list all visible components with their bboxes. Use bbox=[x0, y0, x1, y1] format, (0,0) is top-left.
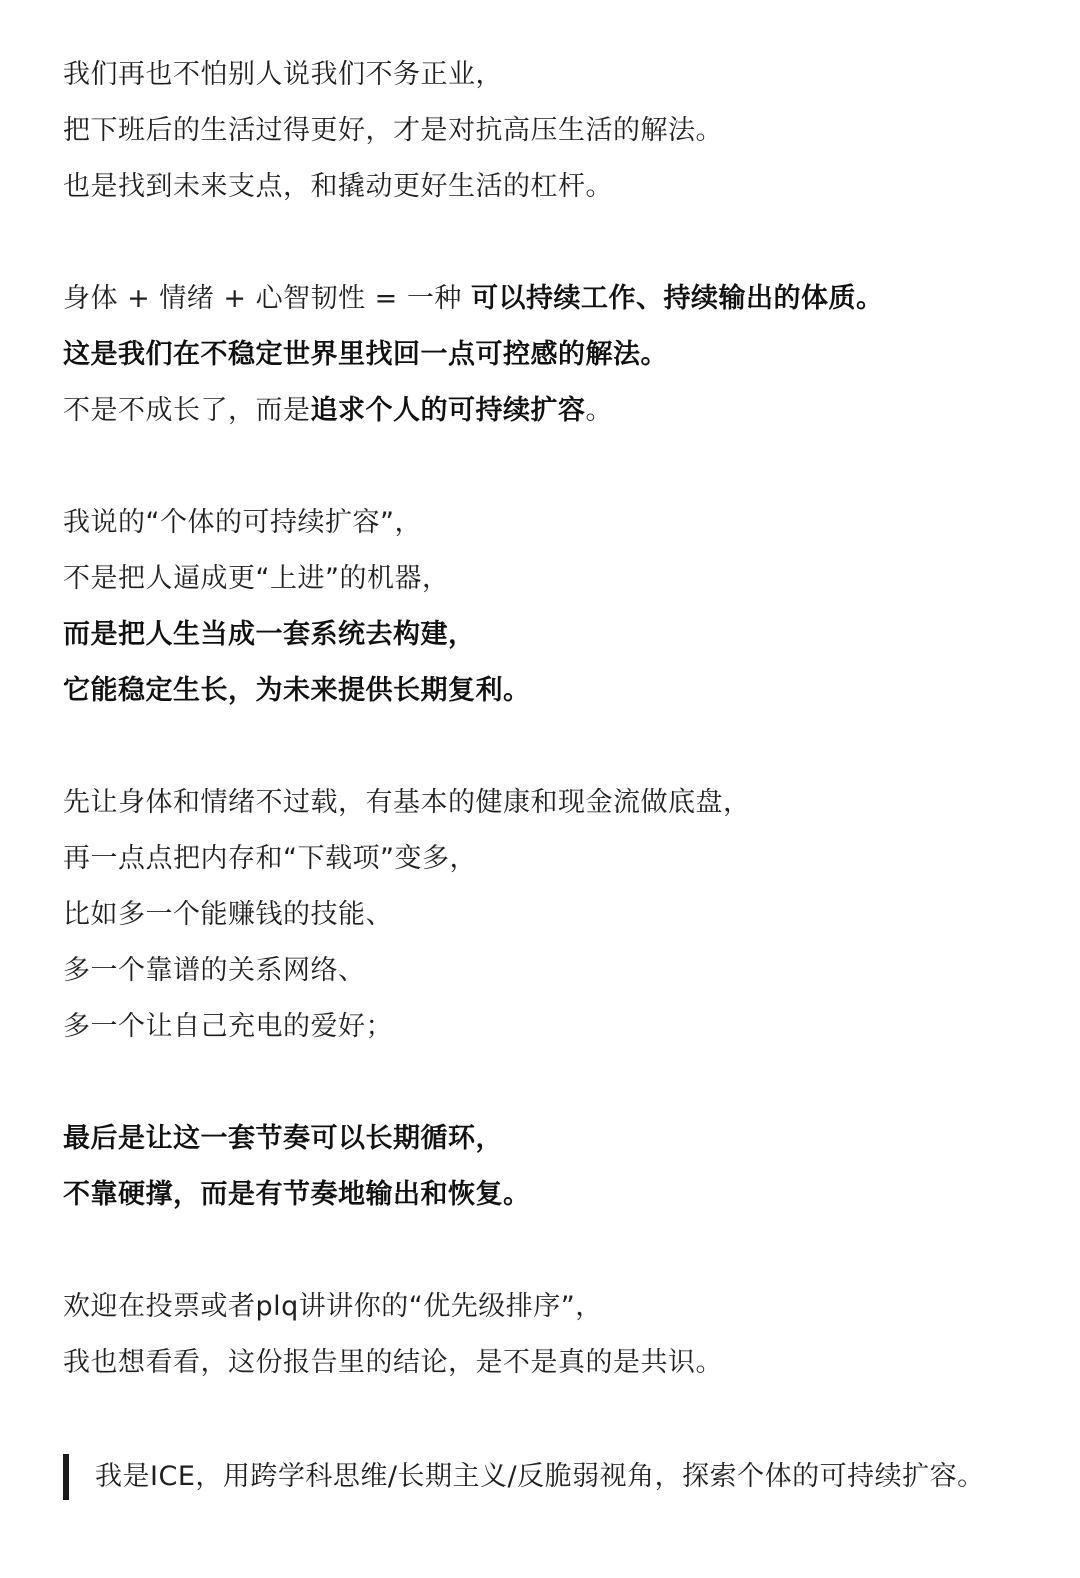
text-segment: 再一点点把内存和“下载项”变多， bbox=[63, 843, 477, 874]
text-segment: 多一个让自己充电的爱好； bbox=[63, 1011, 393, 1042]
text-segment: 不是不成长了，而是 bbox=[63, 395, 311, 426]
text-segment: 欢迎在投票或者plq讲讲你的“优先级排序”， bbox=[63, 1291, 603, 1322]
text-line bbox=[63, 159, 1040, 215]
text-line bbox=[63, 1167, 1040, 1223]
text-line bbox=[63, 1279, 1040, 1335]
text-line bbox=[63, 887, 1040, 943]
text-segment: 先让身体和情绪不过载，有基本的健康和现金流做底盘， bbox=[63, 787, 751, 818]
bold-text-segment: 不靠硬撑，而是有节奏地输出和恢复。 bbox=[63, 1179, 531, 1210]
text-line bbox=[63, 1335, 1040, 1391]
text-segment: 。 bbox=[585, 395, 613, 426]
text-line bbox=[63, 1111, 1040, 1167]
text-line bbox=[63, 943, 1040, 999]
text-segment: 把下班后的生活过得更好，才是对抗高压生活的解法。 bbox=[63, 115, 723, 146]
bold-text-segment: 而是把人生当成一套系统去构建， bbox=[63, 619, 476, 650]
paragraph-gap bbox=[63, 215, 1040, 271]
text-segment: 多一个靠谱的关系网络、 bbox=[63, 955, 366, 986]
text-line bbox=[63, 327, 1040, 383]
article-body bbox=[63, 47, 1040, 1391]
text-segment: 身体 + 情绪 + 心智韧性 = 一种 bbox=[63, 283, 471, 314]
text-line bbox=[63, 271, 1040, 327]
bold-text-segment: 追求个人的可持续扩容 bbox=[310, 395, 586, 426]
text-line bbox=[63, 383, 1040, 439]
text-line bbox=[63, 47, 1040, 103]
bold-text-segment: 这是我们在不稳定世界里找回一点可控感的解法。 bbox=[63, 339, 668, 370]
text-segment: 我说的“个体的可持续扩容”， bbox=[63, 507, 422, 538]
text-line bbox=[63, 103, 1040, 159]
blockquote bbox=[63, 1454, 985, 1500]
bold-text-segment: 可以持续工作、持续输出的体质。 bbox=[470, 283, 884, 314]
paragraph-gap bbox=[63, 1055, 1040, 1111]
text-line bbox=[63, 607, 1040, 663]
text-segment: 我也想看看，这份报告里的结论，是不是真的是共识。 bbox=[63, 1347, 723, 1378]
quote-text: 我是ICE，用跨学科思维/长期主义/反脆弱视角，探索个体的可持续扩容。 bbox=[95, 1461, 985, 1492]
text-line bbox=[63, 775, 1040, 831]
text-line bbox=[63, 831, 1040, 887]
paragraph-gap bbox=[63, 719, 1040, 775]
paragraph-gap bbox=[63, 1223, 1040, 1279]
text-line bbox=[63, 663, 1040, 719]
text-line bbox=[63, 999, 1040, 1055]
paragraph-gap bbox=[63, 439, 1040, 495]
text-line bbox=[63, 495, 1040, 551]
text-segment: 比如多一个能赚钱的技能、 bbox=[63, 899, 393, 930]
text-line bbox=[63, 551, 1040, 607]
text-segment: 也是找到未来支点，和撬动更好生活的杠杆。 bbox=[63, 171, 613, 202]
bold-text-segment: 它能稳定生长，为未来提供长期复利。 bbox=[63, 675, 531, 706]
bold-text-segment: 最后是让这一套节奏可以长期循环， bbox=[63, 1123, 503, 1154]
quote-bar bbox=[63, 1454, 69, 1500]
text-segment: 不是把人逼成更“上进”的机器， bbox=[63, 563, 450, 594]
text-segment: 我们再也不怕别人说我们不务正业， bbox=[63, 59, 503, 90]
